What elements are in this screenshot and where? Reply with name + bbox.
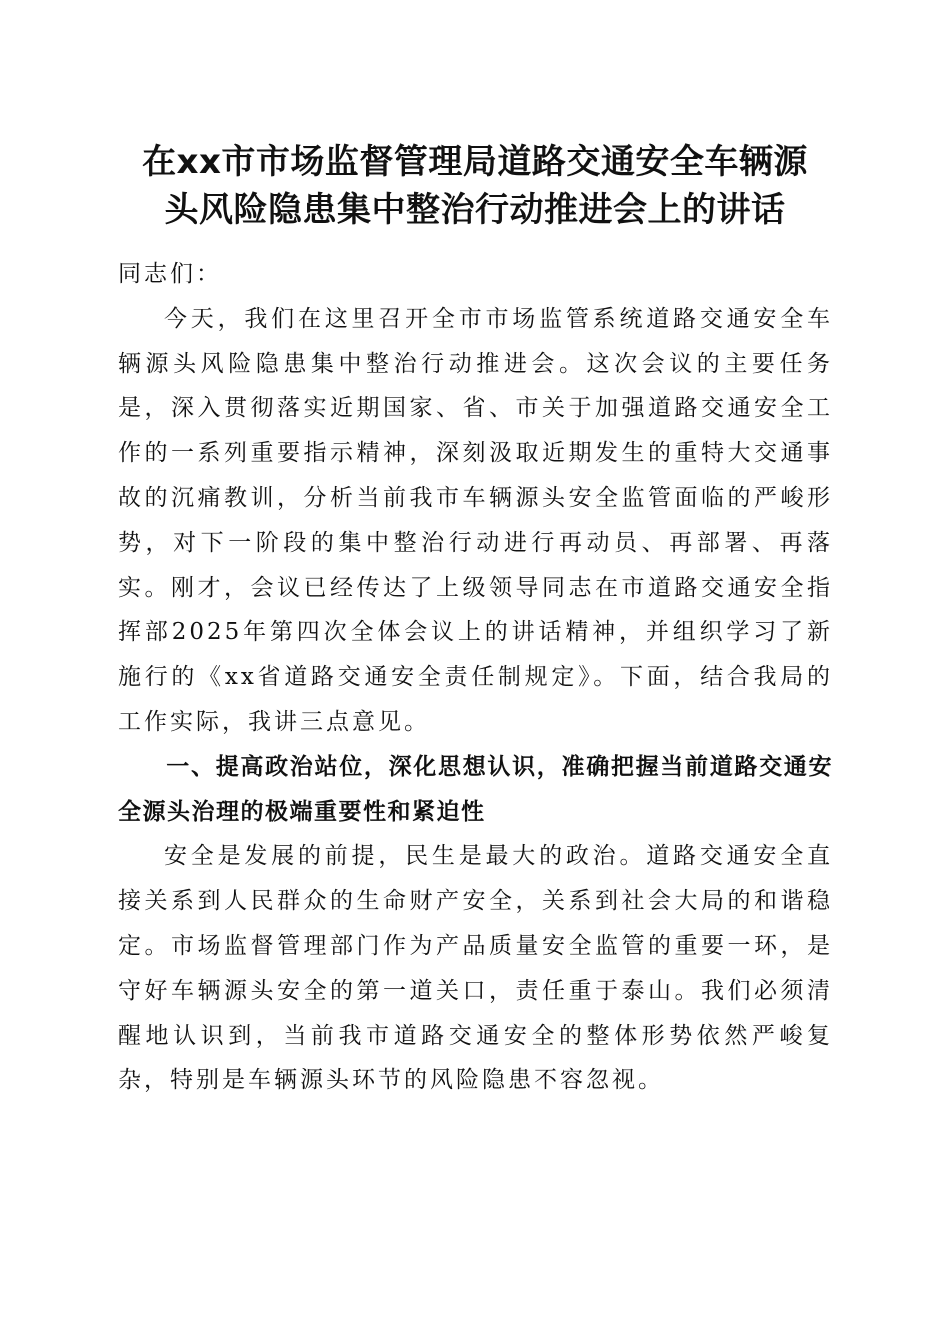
title-line-1: 在xx市市场监督管理局道路交通安全车辆源	[142, 142, 808, 182]
title-line-2: 头风险隐患集中整治行动推进会上的讲话	[164, 190, 786, 230]
document-body	[118, 252, 833, 1103]
document-title	[100, 138, 850, 234]
section-paragraph: 安全是发展的前提，民生是最大的政治。道路交通安全直接关系到人民群众的生命财产安全，关系到社会大局的和谐稳定。市场监督管理部门作为产品质量安全监管的重要一环，是守好车辆源头安全的第一道关口，责任重于泰山。我们必须清醒地认识到，当前我市道路交通安全的整体形势依然严峻复杂，特别是车辆源头环节的风险隐患不容忽视。	[118, 843, 833, 1094]
section-heading: 一、提高政治站位，深化思想认识，准确把握当前道路交通安全源头治理的极端重要性和紧迫性	[118, 753, 833, 825]
opening-paragraph: 今天，我们在这里召开全市市场监管系统道路交通安全车辆源头风险隐患集中整治行动推进会。这次会议的主要任务是，深入贯彻落实近期国家、省、市关于加强道路交通安全工作的一系列重要指示精神，深刻汲取近期发生的重特大交通事故的沉痛教训，分析当前我市车辆源头安全监管面临的严峻形势，对下一阶段的集中整治行动进行再动员、再部署、再落实。刚才，会议已经传达了上级领导同志在市道路交通安全指挥部2025年第四次全体会议上的讲话精神，并组织学习了新施行的《xx省道路交通安全责任制规定》。下面，结合我局的工作实际，我讲三点意见。	[118, 305, 833, 735]
salutation: 同志们：	[118, 261, 222, 287]
